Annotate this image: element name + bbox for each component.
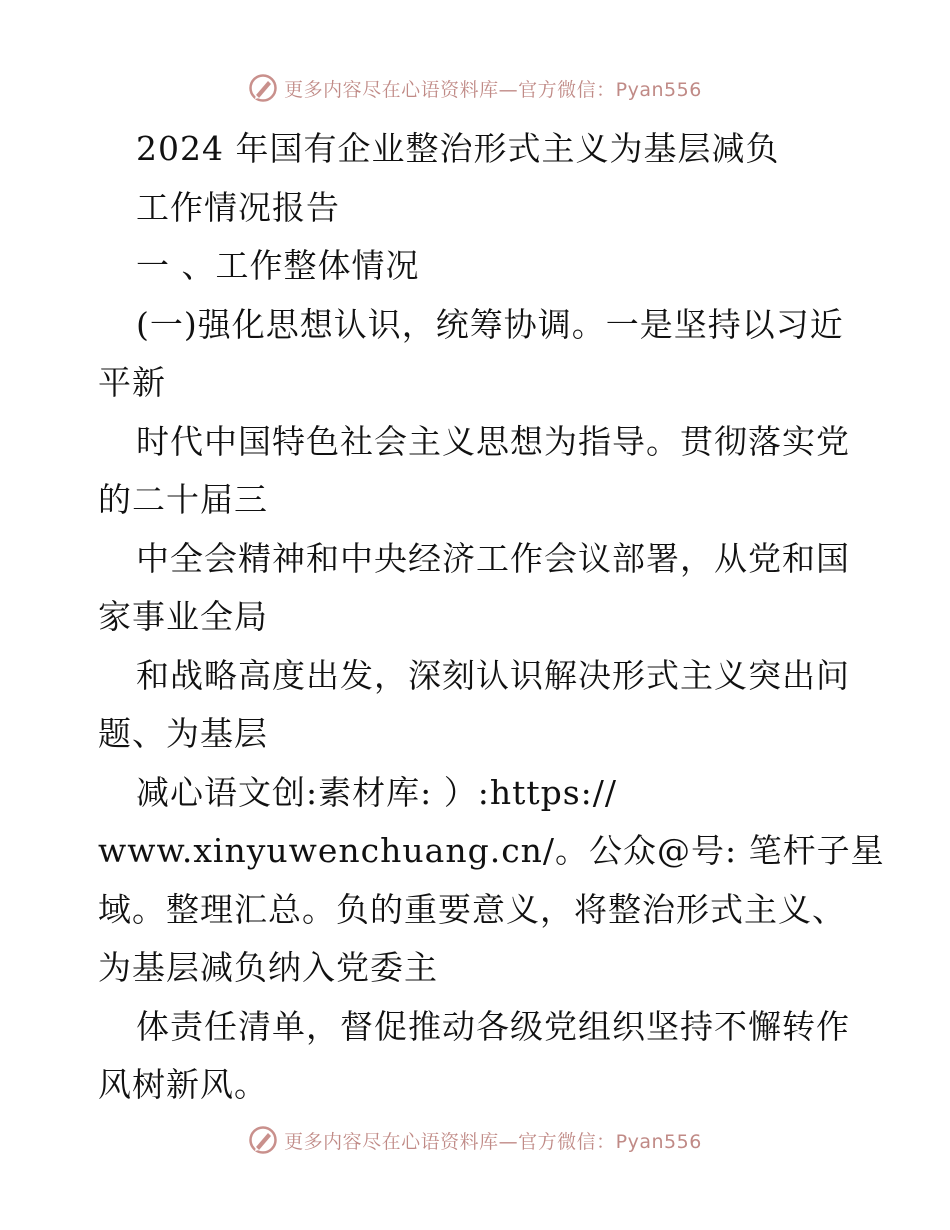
paragraph-line: 中全会精神和中央经济工作会议部署，从党和国 [136, 538, 850, 578]
paragraph-line: 和战略高度出发，深刻认识解决形式主义突出问 [136, 655, 850, 695]
paragraph-line: 平新 [98, 363, 166, 402]
paragraph-line: 减心语文创:素材库: ）:https:// [136, 772, 618, 812]
watermark-text-top: 更多内容尽在心语资料库—官方微信：Pyan556 [284, 78, 702, 101]
doc-title-line-2: 工作情况报告 [136, 187, 340, 227]
paragraph-line: 为基层减负纳入党委主 [98, 948, 438, 987]
pen-seal-icon [248, 73, 278, 103]
paragraph-line: www.xinyuwenchuang.cn/。公众@号: 笔杆子星 [98, 831, 885, 870]
paragraph-line: 家事业全局 [98, 597, 268, 636]
paragraph-line: 时代中国特色社会主义思想为指导。贯彻落实党 [136, 421, 850, 461]
paragraph-line: 体责任清单，督促推动各级党组织坚持不懈转作 [136, 1006, 850, 1046]
document-body [98, 120, 885, 1115]
section-heading: 一 、工作整体情况 [136, 246, 420, 285]
paragraph-line: 题、为基层 [98, 714, 268, 753]
watermark-banner-bottom [0, 1120, 950, 1160]
watermark-text-bottom: 更多内容尽在心语资料库—官方微信：Pyan556 [284, 1130, 702, 1153]
paragraph-line: (一)强化思想认识，统筹协调。一是坚持以习近 [136, 304, 844, 344]
paragraph-line: 的二十届三 [98, 480, 268, 519]
doc-title-line-1: 2024 年国有企业整治形式主义为基层减负 [136, 129, 780, 168]
paragraph-line: 风树新风。 [98, 1065, 268, 1104]
paragraph-line: 域。整理汇总。负的重要意义，将整治形式主义、 [98, 889, 846, 929]
pen-seal-icon [248, 1125, 278, 1155]
watermark-banner-top [0, 68, 950, 108]
